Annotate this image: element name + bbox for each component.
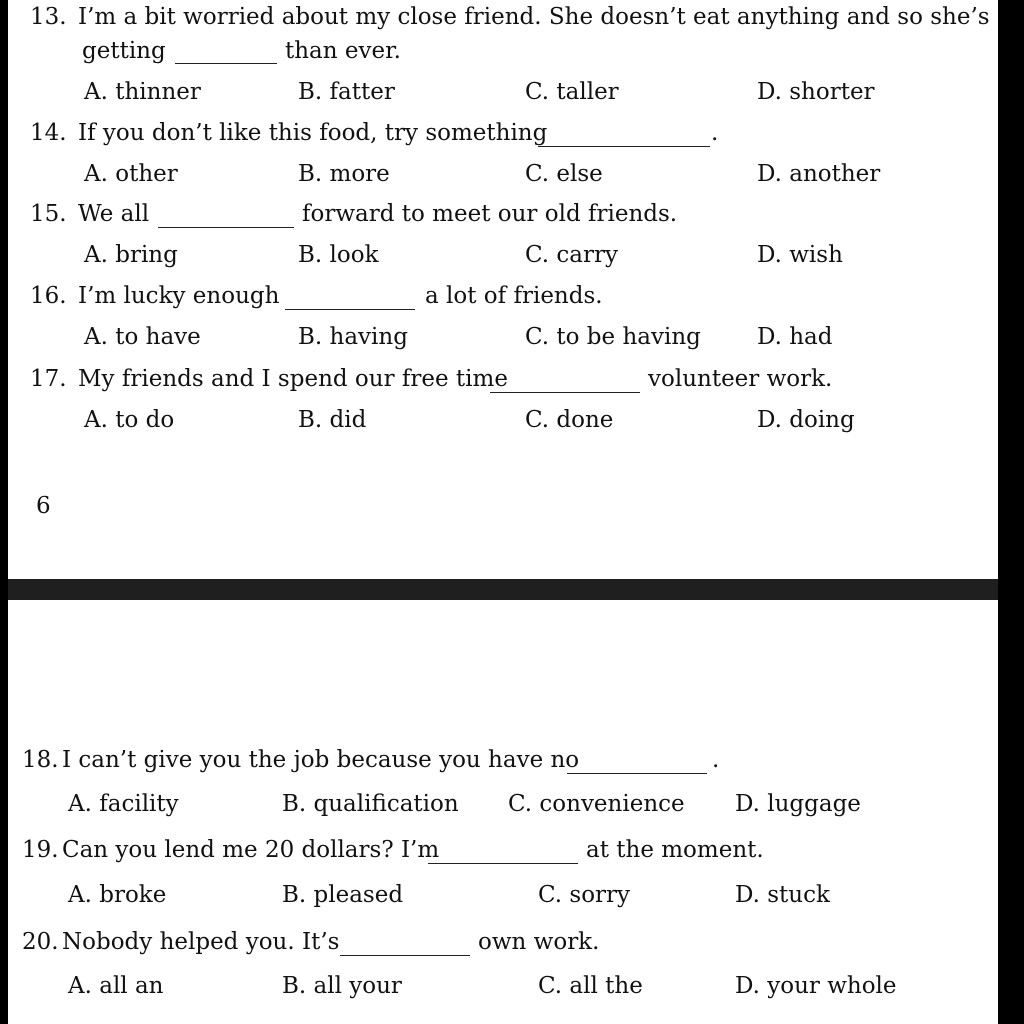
- option-a: A. to have: [84, 324, 201, 350]
- question-text: We all: [78, 201, 150, 227]
- question-text-after: volunteer work.: [648, 366, 833, 392]
- question-text: Nobody helped you. It’s: [62, 929, 340, 955]
- option-a: A. all an: [68, 973, 164, 999]
- page-divider: [8, 579, 998, 600]
- option-c: C. taller: [525, 79, 619, 105]
- question-text-after: at the moment.: [586, 837, 764, 863]
- question-text: I’m lucky enough: [78, 283, 280, 309]
- question-number: 20.: [22, 929, 59, 955]
- option-c: C. carry: [525, 242, 618, 268]
- question-number: 16.: [30, 283, 67, 309]
- option-d: D. another: [757, 161, 881, 187]
- question-text: I can’t give you the job because you have no: [62, 747, 580, 773]
- option-d: D. luggage: [735, 791, 861, 817]
- question-number: 15.: [30, 201, 67, 227]
- option-d: D. stuck: [735, 882, 830, 908]
- answer-blank: [340, 955, 470, 956]
- option-b: B. more: [298, 161, 390, 187]
- option-a: A. other: [84, 161, 178, 187]
- option-b: B. all your: [282, 973, 402, 999]
- option-b: B. pleased: [282, 882, 404, 908]
- option-a: A. to do: [84, 407, 175, 433]
- answer-blank: [428, 863, 578, 864]
- option-d: D. had: [757, 324, 833, 350]
- option-b: B. fatter: [298, 79, 395, 105]
- question-text: My friends and I spend our free time: [78, 366, 508, 392]
- answer-blank: [175, 63, 277, 64]
- answer-blank: [538, 146, 710, 147]
- question-text-after: forward to meet our old friends.: [302, 201, 678, 227]
- question-number: 13.: [30, 4, 67, 30]
- question-text-continued: getting: [82, 38, 166, 64]
- question-text: Can you lend me 20 dollars? I’m: [62, 837, 440, 863]
- option-d: D. doing: [757, 407, 855, 433]
- option-c: C. convenience: [508, 791, 685, 817]
- option-a: A. facility: [68, 791, 179, 817]
- question-text-after: than ever.: [285, 38, 401, 64]
- option-b: B. qualification: [282, 791, 459, 817]
- question-text-after: .: [711, 120, 719, 146]
- answer-blank: [567, 773, 707, 774]
- option-c: C. to be having: [525, 324, 701, 350]
- option-a: A. broke: [68, 882, 167, 908]
- question-number: 19.: [22, 837, 59, 863]
- answer-blank: [490, 392, 640, 393]
- question-text-after: own work.: [478, 929, 600, 955]
- question-number: 17.: [30, 366, 67, 392]
- question-text-after: a lot of friends.: [425, 283, 603, 309]
- option-d: D. wish: [757, 242, 843, 268]
- option-c: C. sorry: [538, 882, 631, 908]
- option-c: C. else: [525, 161, 603, 187]
- option-b: B. having: [298, 324, 408, 350]
- question-number: 18.: [22, 747, 59, 773]
- answer-blank: [285, 309, 415, 310]
- option-b: B. did: [298, 407, 367, 433]
- option-c: C. all the: [538, 973, 643, 999]
- option-c: C. done: [525, 407, 614, 433]
- question-text: I’m a bit worried about my close friend. She doesn’t eat anything and so she’s: [78, 4, 990, 30]
- option-b: B. look: [298, 242, 379, 268]
- option-a: A. bring: [84, 242, 178, 268]
- question-text-after: .: [712, 747, 720, 773]
- option-d: D. your whole: [735, 973, 897, 999]
- page-number: 6: [36, 493, 51, 519]
- option-a: A. thinner: [84, 79, 201, 105]
- question-number: 14.: [30, 120, 67, 146]
- option-d: D. shorter: [757, 79, 875, 105]
- question-text: If you don’t like this food, try something: [78, 120, 548, 146]
- answer-blank: [158, 227, 294, 228]
